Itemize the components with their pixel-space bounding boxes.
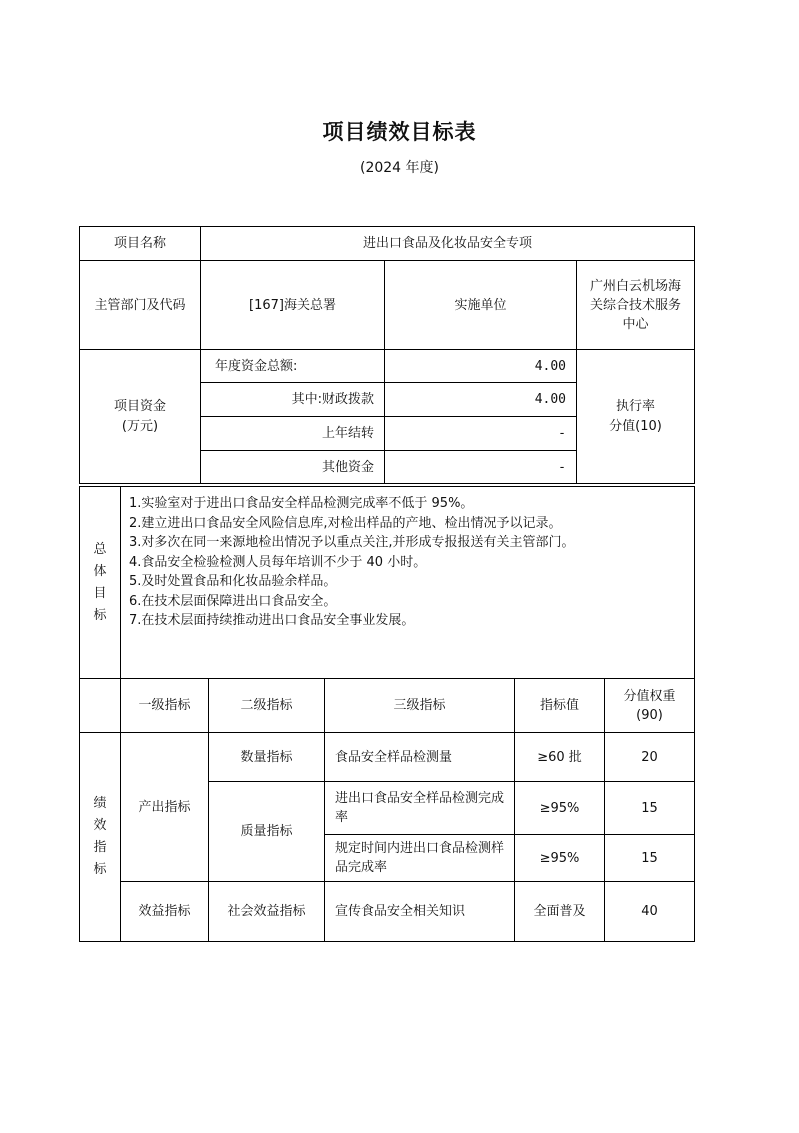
goal-item: 1.实验室对于进出口食品安全样品检测完成率不低于 95%。 bbox=[129, 496, 474, 511]
project-name-label: 项目名称 bbox=[79, 226, 201, 261]
funds-row-value: - bbox=[384, 450, 577, 484]
unit-value: 广州白云机场海关综合技术服务中心 bbox=[576, 260, 695, 350]
indicator-header-blank bbox=[79, 678, 121, 733]
benefit-indicator-label: 效益指标 bbox=[120, 881, 209, 942]
dept-value: [167]海关总署 bbox=[200, 260, 385, 350]
indicator-value: ≥95% bbox=[514, 781, 605, 835]
exec-rate-label: 执行率 bbox=[615, 398, 655, 414]
indicator-value: ≥60 批 bbox=[514, 732, 605, 782]
header-value: 指标值 bbox=[514, 678, 605, 733]
goal-item: 7.在技术层面持续推动进出口食品安全事业发展。 bbox=[129, 613, 415, 628]
goals-label: 总 体 目 标 bbox=[79, 486, 121, 679]
indicator-value: 全面普及 bbox=[514, 881, 605, 942]
header-level3: 三级指标 bbox=[324, 678, 515, 733]
social-indicator-label: 社会效益指标 bbox=[208, 881, 325, 942]
funds-row-value: - bbox=[384, 416, 577, 451]
indicator-name: 宣传食品安全相关知识 bbox=[324, 881, 515, 942]
unit-label: 实施单位 bbox=[384, 260, 577, 350]
goal-item: 5.及时处置食品和化妆品验余样品。 bbox=[129, 574, 337, 589]
funds-row-label: 其中:财政拨款 bbox=[200, 382, 385, 417]
indicator-name: 进出口食品安全样品检测完成率 bbox=[324, 781, 515, 835]
funds-row-label: 其他资金 bbox=[200, 450, 385, 484]
indicator-name: 食品安全样品检测量 bbox=[324, 732, 515, 782]
quality-indicator-label: 质量指标 bbox=[208, 781, 325, 882]
funds-label-cell bbox=[79, 349, 201, 484]
header-level2: 二级指标 bbox=[208, 678, 325, 733]
page-subtitle: (2024 年度) bbox=[359, 160, 439, 176]
indicator-weight: 20 bbox=[604, 732, 695, 782]
indicator-weight: 15 bbox=[604, 834, 695, 882]
dept-label: 主管部门及代码 bbox=[79, 260, 201, 350]
quantity-indicator-label: 数量指标 bbox=[208, 732, 325, 782]
funds-unit: (万元) bbox=[121, 418, 159, 434]
indicators-label: 绩 效 指 标 bbox=[79, 732, 121, 942]
exec-rate-cell bbox=[576, 349, 695, 484]
header-weight: 分值权重(90) bbox=[604, 678, 695, 733]
exec-rate-score: 分值(10) bbox=[609, 418, 662, 434]
goal-item: 2.建立进出口食品安全风险信息库,对检出样品的产地、检出情况予以记录。 bbox=[129, 515, 562, 531]
goal-item: 3.对多次在同一来源地检出情况予以重点关注,并形成专报报送有关主管部门。 bbox=[129, 535, 575, 550]
indicator-value: ≥95% bbox=[514, 834, 605, 882]
page-title: 项目绩效目标表 bbox=[322, 120, 477, 144]
indicator-name: 规定时间内进出口食品检测样品完成率 bbox=[324, 834, 515, 882]
goals-list bbox=[120, 486, 695, 679]
goal-item: 6.在技术层面保障进出口食品安全。 bbox=[129, 593, 337, 609]
indicator-weight: 40 bbox=[604, 881, 695, 942]
funds-label: 项目资金 bbox=[113, 398, 166, 414]
indicator-weight: 15 bbox=[604, 781, 695, 835]
funds-row-label: 年度资金总额: bbox=[200, 349, 385, 383]
project-name-value: 进出口食品及化妆品安全专项 bbox=[200, 226, 695, 261]
header-level1: 一级指标 bbox=[120, 678, 209, 733]
funds-row-label: 上年结转 bbox=[200, 416, 385, 451]
funds-row-value: 4.00 bbox=[384, 382, 577, 417]
funds-row-value: 4.00 bbox=[384, 349, 577, 383]
goal-item: 4.食品安全检验检测人员每年培训不少于 40 小时。 bbox=[129, 554, 427, 570]
output-indicator-label: 产出指标 bbox=[120, 732, 209, 882]
